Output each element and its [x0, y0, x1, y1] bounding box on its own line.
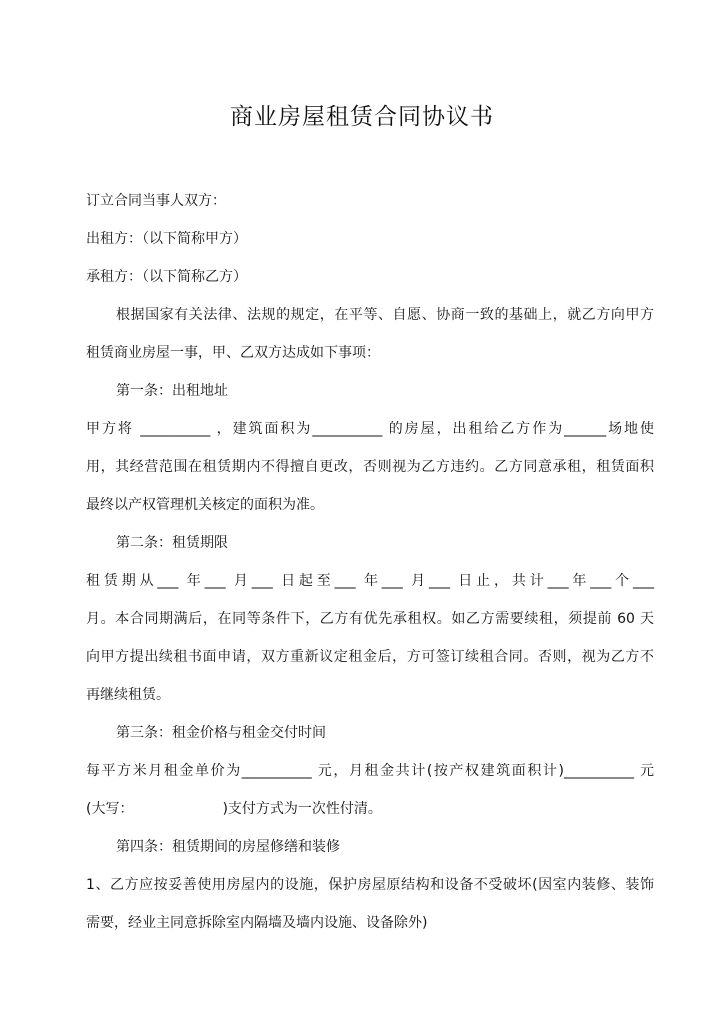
article-2-heading: 第二条：租赁期限 — [116, 535, 228, 551]
article-1-line-3: 最终以产权管理机关核定的面积为准。 — [86, 497, 324, 513]
document-title: 商业房屋租赁合同协议书 — [230, 104, 494, 130]
preamble-line-2: 租赁商业房屋一事，甲、乙双方达成如下事项： — [86, 345, 380, 361]
article-2-line-4: 再继续租赁。 — [86, 687, 170, 703]
article-3-heading: 第三条：租金价格与租金交付时间 — [116, 725, 326, 741]
article-4-line-1: 1、乙方应按妥善使用房屋内的设施，保护房屋原结构和设备不受破坏(因室内装修、装饰 — [86, 877, 654, 893]
lessee-line: 承租方：（以下简称乙方） — [86, 269, 247, 285]
article-4-heading: 第四条：租赁期间的房屋修缮和装修 — [116, 839, 340, 855]
article-4-line-2: 需要，经业主同意拆除室内隔墙及墙内设施、设备除外) — [86, 915, 428, 931]
article-2-line-2: 月。本合同期满后，在同等条件下，乙方有优先承租权。如乙方需要续租，须提前 60 天 — [86, 611, 654, 627]
article-3-line-1: 每平方米月租金单价为__________ 元，月租金共计(按产权建筑面积计)__________ 元 — [86, 763, 654, 779]
article-1-line-1: 甲方将 __________ ，建筑面积为__________ 的房屋，出租给乙方作为______场地使 — [86, 421, 654, 437]
lessor-line: 出租方：（以下简称甲方） — [86, 231, 247, 247]
article-1-line-2: 用，其经营范围在租赁期内不得擅自更改，否则视为乙方违约。乙方同意承租，租赁面积 — [86, 459, 654, 475]
parties-heading: 订立合同当事人双方： — [86, 193, 226, 209]
article-2-line-1: 租赁期从___ 年___ 月___ 日起至___ 年___ 月___ 日止，共计___年___个___ — [86, 573, 654, 589]
article-1-heading: 第一条：出租地址 — [116, 383, 228, 399]
article-3-line-2: (大写： )支付方式为一次性付清。 — [86, 801, 382, 817]
preamble-line-1: 根据国家有关法律、法规的规定，在平等、自愿、协商一致的基础上，就乙方向甲方 — [116, 307, 654, 323]
article-2-line-3: 向甲方提出续租书面申请，双方重新议定租金后，方可签订续租合同。否则，视为乙方不 — [86, 649, 654, 665]
